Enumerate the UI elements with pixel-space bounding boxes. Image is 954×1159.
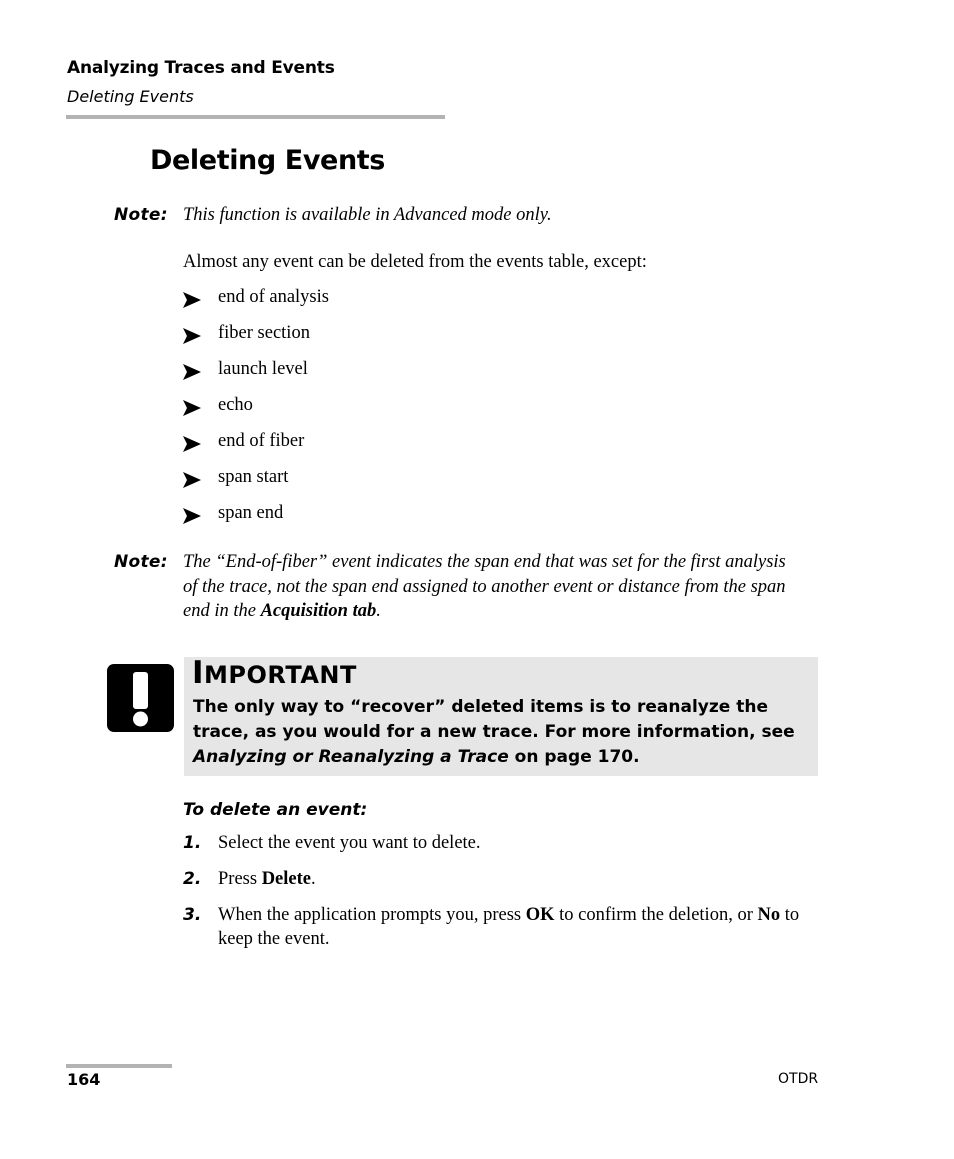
- step-text-part: to confirm the deletion, or: [554, 905, 758, 925]
- arrow-bullet-icon: [183, 292, 201, 308]
- step-text: [218, 831, 818, 855]
- header-rule: [66, 115, 445, 119]
- important-text-part: on page 170.: [508, 747, 640, 767]
- cross-reference-link[interactable]: Analyzing or Reanalyzing a Trace: [193, 747, 509, 767]
- important-text: [193, 695, 809, 770]
- running-header-section: Deleting Events: [67, 87, 194, 106]
- note-text-part: .: [376, 601, 381, 621]
- list-item-text: span end: [218, 503, 284, 523]
- arrow-bullet-icon: [183, 328, 201, 344]
- list-item-text: fiber section: [218, 323, 310, 343]
- important-text-part: The only way to “recover” deleted items is to reanalyze the trace, as you would for a new trace. For more information, see: [193, 697, 795, 742]
- note-label: Note:: [114, 205, 168, 225]
- step-text: [218, 867, 818, 891]
- step-text: [218, 903, 818, 951]
- product-name: OTDR: [778, 1071, 819, 1087]
- page-number: 164: [67, 1070, 101, 1089]
- note-text-part: The “End-of-fiber” event indicates the span end that was set for the first analysis of the trace, not the span end assigned to another event or distance from the span end in the: [183, 552, 786, 621]
- important-heading-initial: I: [192, 655, 205, 691]
- step-text-part: Press: [218, 869, 262, 889]
- step-text-part: Select the event you want to delete.: [218, 833, 481, 853]
- list-item-text: end of fiber: [218, 431, 305, 451]
- ok-key-label: OK: [525, 905, 555, 925]
- important-heading: [192, 655, 357, 691]
- arrow-bullet-icon: [183, 472, 201, 488]
- note-text: This function is available in Advanced mode only.: [183, 205, 552, 225]
- arrow-bullet-icon: [183, 436, 201, 452]
- intro-paragraph: Almost any event can be deleted from the events table, except:: [183, 252, 647, 272]
- exclamation-icon: [107, 664, 174, 732]
- step-number: 1.: [183, 833, 202, 853]
- arrow-bullet-icon: [183, 508, 201, 524]
- step-text-part: When the application prompts you, press: [218, 905, 526, 925]
- note-text: [183, 550, 803, 624]
- delete-key-label: Delete: [261, 869, 311, 889]
- no-key-label: No: [757, 905, 781, 925]
- section-title: Deleting Events: [150, 145, 385, 176]
- note-label: Note:: [114, 552, 168, 572]
- footer-rule: [66, 1064, 172, 1068]
- procedure-title: To delete an event:: [183, 800, 368, 820]
- arrow-bullet-icon: [183, 400, 201, 416]
- list-item-text: span start: [218, 467, 289, 487]
- list-item-text: launch level: [218, 359, 308, 379]
- acquisition-tab-reference: Acquisition tab: [260, 601, 377, 621]
- arrow-bullet-icon: [183, 364, 201, 380]
- step-number: 2.: [183, 869, 202, 889]
- list-item-text: echo: [218, 395, 253, 415]
- important-heading-rest: MPORTANT: [204, 661, 357, 689]
- step-text-part: .: [310, 869, 316, 889]
- step-text-part: to keep the event.: [218, 905, 800, 949]
- list-item-text: end of analysis: [218, 287, 329, 307]
- running-header-chapter: Analyzing Traces and Events: [67, 58, 335, 78]
- step-number: 3.: [183, 905, 202, 925]
